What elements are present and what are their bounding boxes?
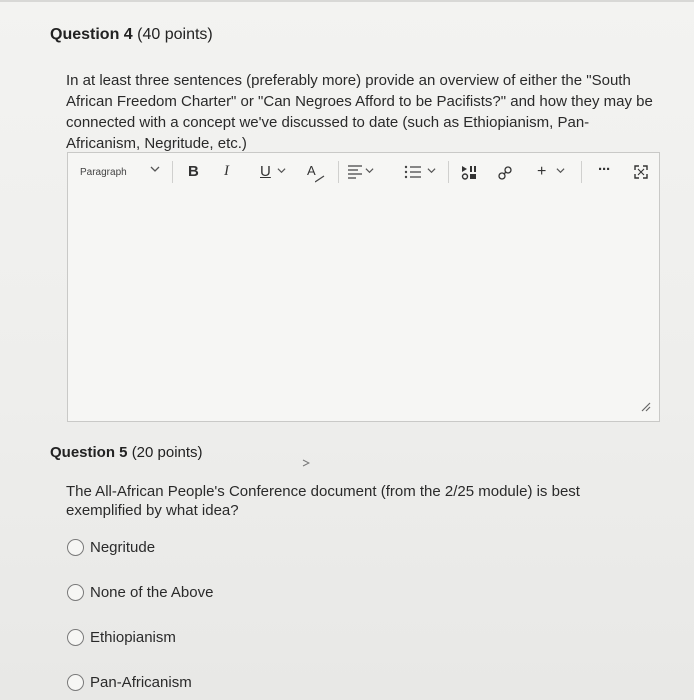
mouse-cursor-icon xyxy=(302,459,310,469)
question-4-heading xyxy=(50,26,213,44)
rich-text-editor[interactable] xyxy=(67,152,660,422)
text-color-button[interactable]: A xyxy=(307,163,316,178)
underline-button[interactable]: U xyxy=(260,163,271,180)
align-icon[interactable] xyxy=(347,165,363,183)
editor-toolbar xyxy=(68,153,659,191)
editor-content-area[interactable] xyxy=(68,193,659,421)
toolbar-divider xyxy=(581,161,582,183)
more-options-button[interactable]: ··· xyxy=(598,161,610,178)
chevron-down-icon[interactable] xyxy=(365,166,374,177)
answer-option-pan-africanism[interactable] xyxy=(67,674,192,691)
question-4-points: (40 points) xyxy=(137,26,213,43)
toolbar-divider xyxy=(338,161,339,183)
answer-option-label: Pan-Africanism xyxy=(90,674,192,691)
radio-button[interactable] xyxy=(67,674,84,691)
answer-option-label: None of the Above xyxy=(90,584,214,601)
answer-option-label: Negritude xyxy=(90,539,156,556)
answer-option-label: Ethiopianism xyxy=(90,629,176,646)
chevron-down-icon[interactable] xyxy=(277,166,286,177)
link-icon[interactable] xyxy=(498,166,512,184)
question-5-heading xyxy=(50,444,203,461)
question-4-prompt: In at least three sentences (preferably more) provide an overview of either the "South African Freedom Charter" or "Can Negroes Afford to be Pacifists?" and how they may be connected with a concept we've discussed to date (such as Ethiopianism, Pan-Africanism, Negritude, etc.) xyxy=(66,72,653,152)
toolbar-divider xyxy=(448,161,449,183)
question-4-title: Question 4 xyxy=(50,26,133,43)
chevron-down-icon[interactable] xyxy=(150,164,160,177)
top-divider xyxy=(0,0,694,2)
radio-button[interactable] xyxy=(67,629,84,646)
answer-option-none-of-the-above[interactable] xyxy=(67,584,213,601)
radio-button[interactable] xyxy=(67,584,84,601)
italic-button[interactable]: I xyxy=(224,163,229,179)
list-icon[interactable] xyxy=(404,165,422,183)
toolbar-divider xyxy=(172,161,173,183)
fullscreen-icon[interactable] xyxy=(634,165,648,183)
resize-handle-icon[interactable] xyxy=(640,401,651,415)
answer-option-ethiopianism[interactable] xyxy=(67,629,176,646)
radio-button[interactable] xyxy=(67,539,84,556)
bold-button[interactable]: B xyxy=(188,163,199,180)
answer-option-negritude[interactable] xyxy=(67,539,155,556)
insert-button[interactable]: + xyxy=(537,163,547,180)
media-icon[interactable] xyxy=(461,165,477,184)
chevron-down-icon[interactable] xyxy=(556,166,565,177)
paragraph-format-select[interactable]: Paragraph xyxy=(80,167,127,178)
chevron-down-icon[interactable] xyxy=(427,166,436,177)
question-5-title: Question 5 xyxy=(50,444,128,461)
question-5-points: (20 points) xyxy=(131,444,203,461)
question-5-prompt: The All-African People's Conference document (from the 2/25 module) is best exemplified by what idea? xyxy=(66,483,580,519)
text-color-icon xyxy=(315,170,325,187)
